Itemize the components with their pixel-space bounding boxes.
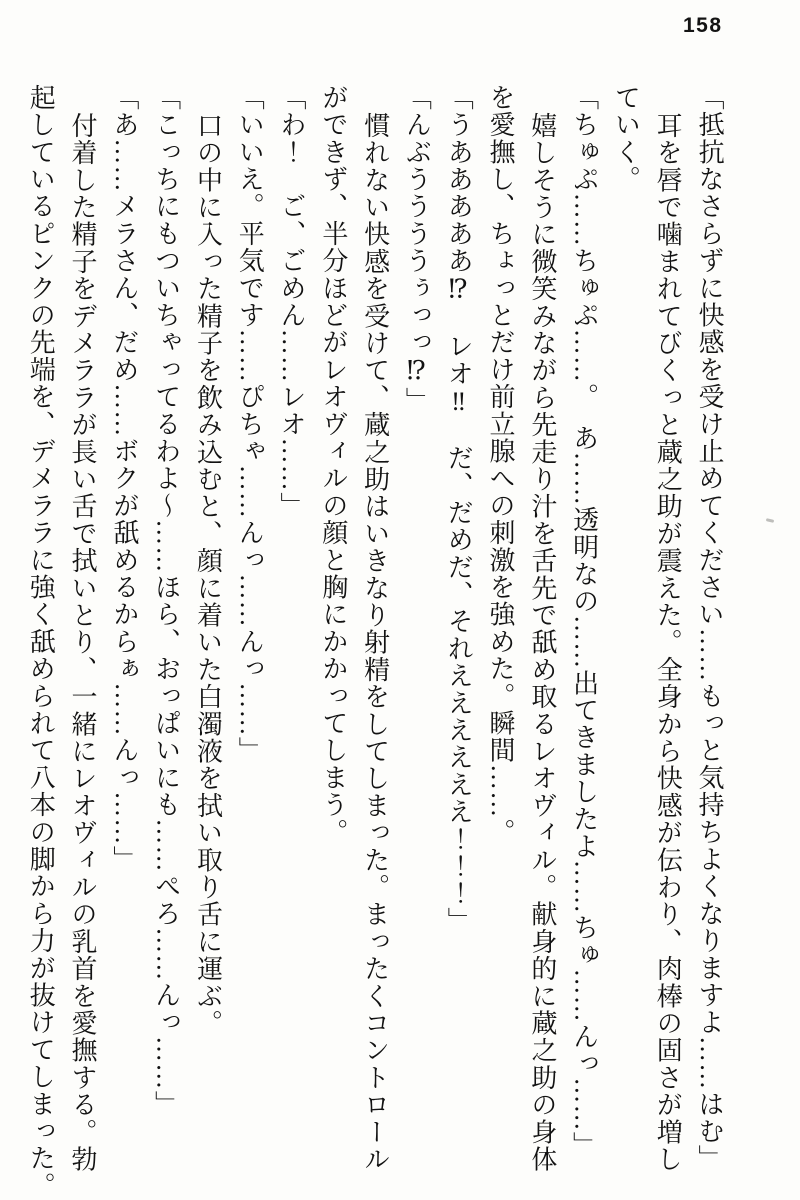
text-line: ていく。	[611, 84, 641, 193]
page-number: 158	[683, 14, 723, 37]
text-line: 慣れない快感を受けて、蔵之助はいきなり射精をしてしまった。まったくコントロール	[360, 111, 390, 1173]
text-line: 「抵抗なさらずに快感を受け止めてください……もっと気持ちよくなりますよ……はむ」	[695, 84, 724, 1172]
text-line: ができず、半分ほどがレオヴィルの顔と胸にかかってしまう。	[318, 84, 348, 846]
text-line: 嬉しそうに微笑みながら先走り汁を舌先で舐め取るレオヴィル。献身的に蔵之助の身体	[527, 111, 557, 1173]
text-line: 「うあああああ⁉ レオ‼ だ、だめだ、それええええええ！！！」	[444, 84, 474, 935]
text-line: 「こっちにもついちゃってるわよ～……ほら、おっぱいにも……ぺろ……んっ……」	[151, 84, 181, 1118]
text-line: 耳を唇で噛まれてびくっと蔵之助が震えた。全身から快感が伝わり、肉棒の固さが増し	[653, 111, 683, 1173]
text-line: 付着した精子をデメララが長い舌で拭いとり、一緒にレオヴィルの乳首を愛撫する。勃	[68, 111, 98, 1173]
scan-artifact	[766, 518, 774, 523]
text-line: を愛撫し、ちょっとだけ前立腺への刺激を強めた。瞬間……。	[486, 84, 516, 846]
text-line: 「ちゅぷ……ちゅぷ……。 あ……透明なの……出てきましたよ……ちゅ……んっ……」	[569, 84, 599, 1159]
text-line: 起しているピンクの先端を、デメララに強く舐められて八本の脚から力が抜けてしまった。	[26, 84, 56, 1200]
text-line: 「あ……メラさん、だめ……ボクが舐めるからぁ……んっ……」	[109, 84, 139, 873]
text-line: 「いいえ。平気です……ぴちゃ……んっ……んっ……」	[235, 84, 265, 764]
text-columns	[19, 84, 730, 1200]
text-line: 口の中に入った精子を飲み込むと、顔に着いた白濁液を拭い取り舌に運ぶ。	[193, 111, 223, 1037]
text-line: 「んぶううううぅっっ⁉」	[402, 84, 432, 415]
text-line: 「わ！ ご、ごめん……レオ……」	[277, 84, 307, 520]
